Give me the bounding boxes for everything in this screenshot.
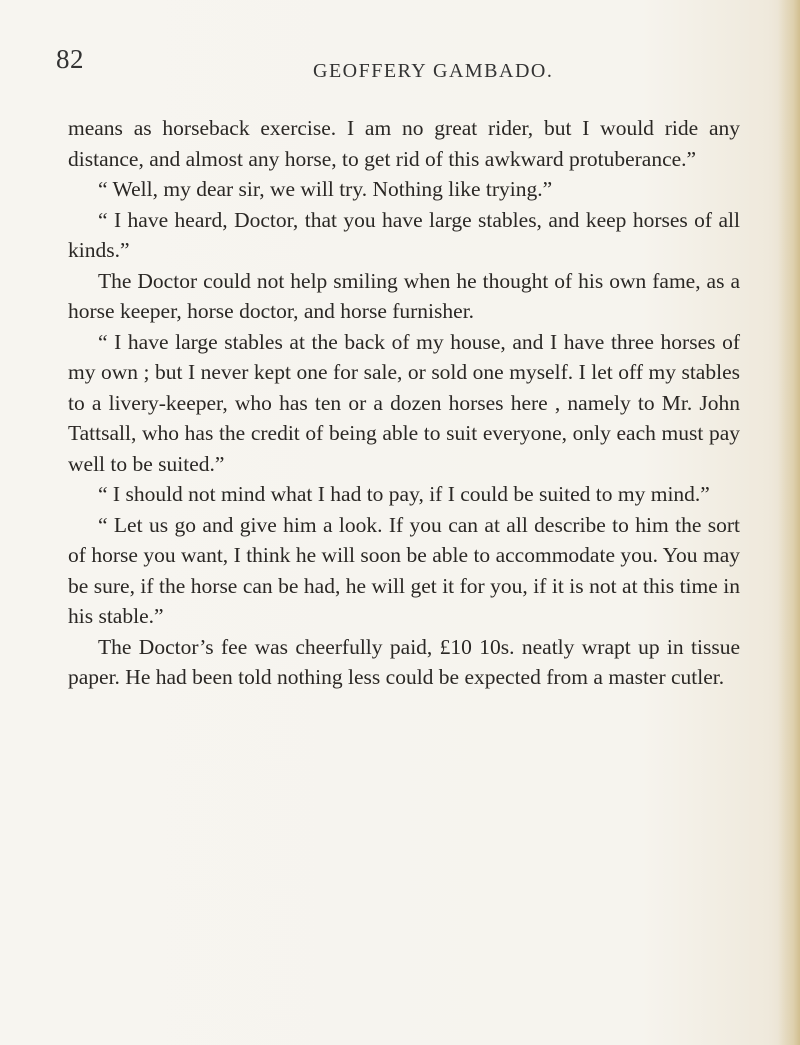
body-text: [68, 113, 740, 693]
paragraph-continued: means as horseback exercise. I am no great rider, but I would ride any distance, and almost any horse, to get rid of this awkward protuberance.”: [68, 116, 740, 171]
page-edge-stain: [778, 0, 800, 1045]
paragraph: “ Let us go and give him a look. If you can at all describe to him the sort of horse you want, I think he will soon be able to accommodate you. You may be sure, if the horse can be had, he will get it for you, if it is not at this time in his stable.”: [68, 512, 740, 628]
paragraph: “ I should not mind what I had to pay, if I could be suited to my mind.”: [98, 482, 710, 506]
page-number: 82: [56, 44, 84, 74]
paragraph: The Doctor could not help smiling when he thought of his own fame, as a horse keeper, horse doctor, and horse furnisher.: [68, 268, 740, 323]
paragraph: “ I have large stables at the back of my house, and I have three horses of my own ; but I never kept one for sale, or sold one myself. I let off my stables to a livery-keeper, who has ten or a dozen horses here , namely to Mr. John Tattsall, who has the credit of being able to suit everyone, only each must pay well to be suited.”: [68, 329, 740, 476]
paragraph: “ Well, my dear sir, we will try. Nothing like trying.”: [98, 177, 553, 201]
paragraph: The Doctor’s fee was cheerfully paid, £10 10s. neatly wrapt up in tissue paper. He had been told nothing less could be expected from a master cutler.: [68, 634, 740, 689]
running-head: GEOFFERY GAMBADO.: [313, 60, 554, 82]
paragraph: “ I have heard, Doctor, that you have large stables, and keep horses of all kinds.”: [68, 207, 740, 262]
